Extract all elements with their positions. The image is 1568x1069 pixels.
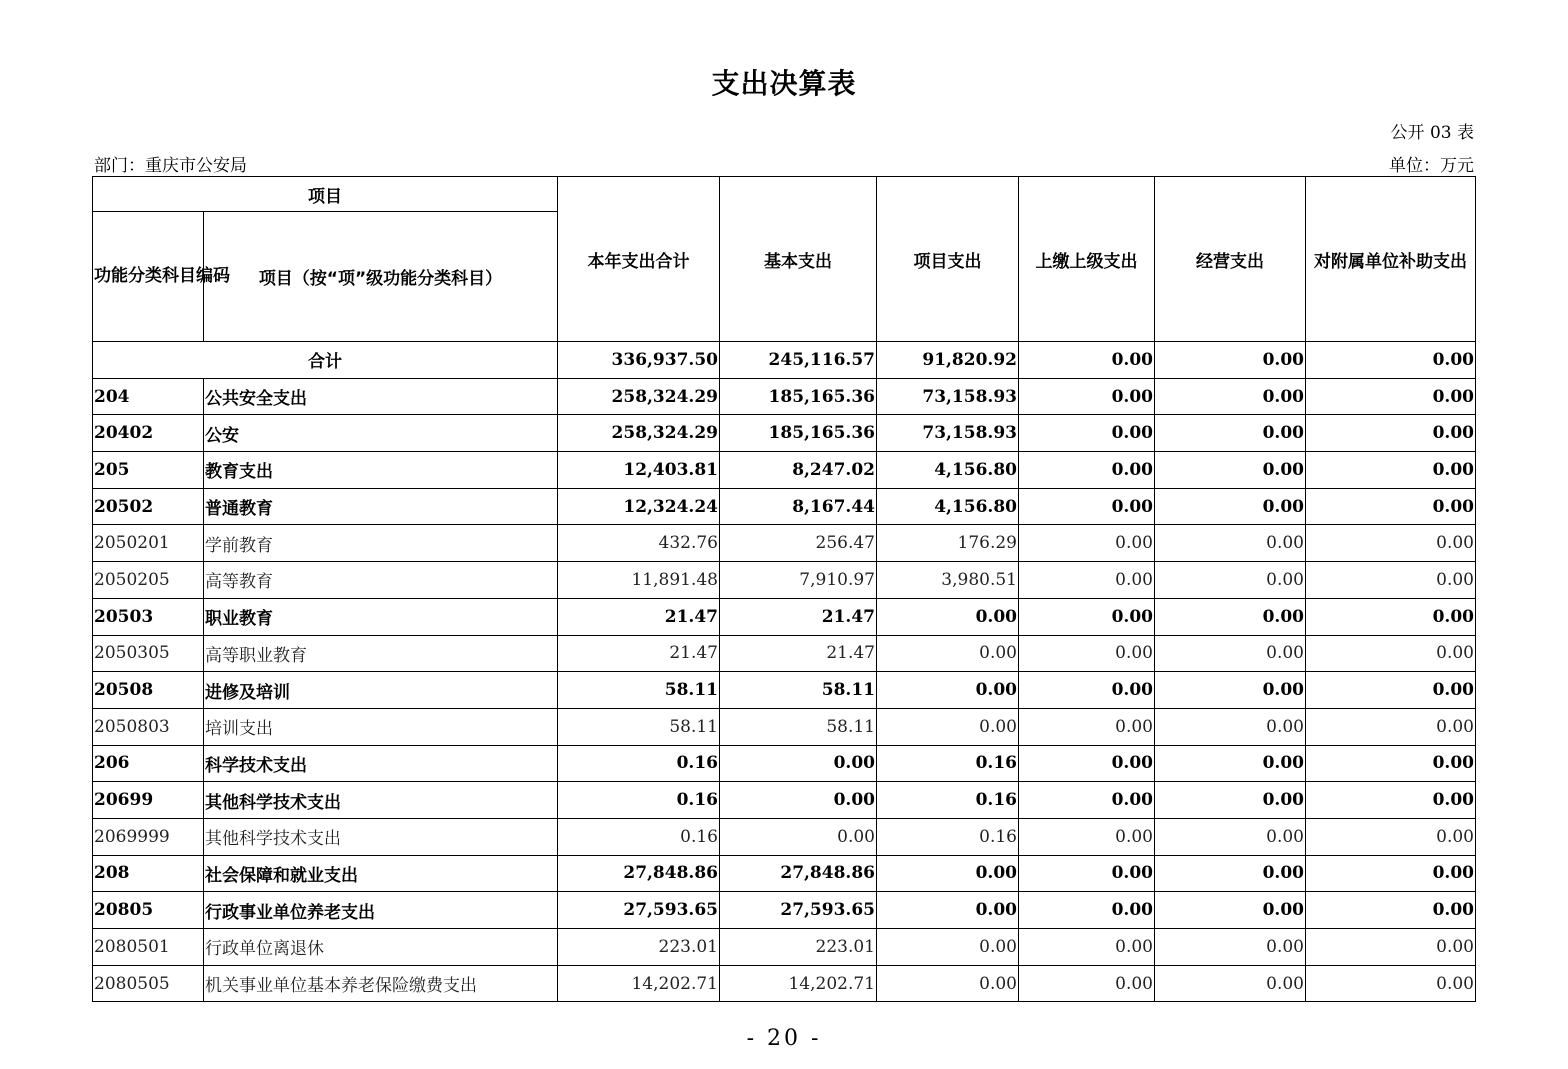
table-row	[93, 635, 1476, 672]
row-value: 0.00	[1019, 818, 1155, 855]
row-name: 普通教育	[204, 488, 558, 525]
row-code: 2080501	[93, 929, 204, 966]
row-value: 4,156.80	[877, 452, 1019, 489]
table-row	[93, 415, 1476, 452]
row-value: 0.00	[1019, 452, 1155, 489]
row-name: 教育支出	[204, 452, 558, 489]
header-code: 功能分类科目编码	[93, 212, 204, 342]
row-value: 14,202.71	[558, 965, 720, 1002]
row-value: 0.00	[1019, 929, 1155, 966]
row-value: 0.00	[1019, 488, 1155, 525]
form-number: 公开 03 表	[1390, 123, 1474, 143]
row-value: 0.00	[1019, 562, 1155, 599]
row-value: 0.00	[877, 892, 1019, 929]
total-row	[93, 342, 1476, 379]
row-value: 0.00	[1019, 415, 1155, 452]
row-value: 0.00	[1019, 892, 1155, 929]
row-value: 14,202.71	[720, 965, 877, 1002]
table-row	[93, 562, 1476, 599]
total-cell: 245,116.57	[720, 342, 877, 379]
header-total: 本年支出合计	[558, 177, 720, 342]
table-row	[93, 892, 1476, 929]
row-value: 256.47	[720, 525, 877, 562]
row-code: 20503	[93, 598, 204, 635]
row-value: 27,848.86	[720, 855, 877, 892]
row-code: 20805	[93, 892, 204, 929]
row-value: 21.47	[720, 635, 877, 672]
row-name: 职业教育	[204, 598, 558, 635]
row-value: 223.01	[558, 929, 720, 966]
row-value: 0.00	[1306, 598, 1476, 635]
row-value: 0.00	[1019, 745, 1155, 782]
row-value: 27,848.86	[558, 855, 720, 892]
header-upper: 上缴上级支出	[1019, 177, 1155, 342]
row-value: 223.01	[720, 929, 877, 966]
row-code: 20402	[93, 415, 204, 452]
department-label: 部门：重庆市公安局	[94, 156, 247, 176]
row-value: 73,158.93	[877, 378, 1019, 415]
table-row	[93, 378, 1476, 415]
row-value: 0.00	[1155, 782, 1306, 819]
row-code: 204	[93, 378, 204, 415]
row-code: 208	[93, 855, 204, 892]
row-value: 0.00	[1019, 635, 1155, 672]
table-row	[93, 965, 1476, 1002]
expenditure-table	[92, 176, 1476, 1002]
row-value: 0.00	[1306, 635, 1476, 672]
row-value: 0.16	[877, 782, 1019, 819]
total-label: 合计	[93, 342, 558, 379]
table-row	[93, 488, 1476, 525]
row-value: 0.16	[558, 782, 720, 819]
table-row	[93, 452, 1476, 489]
row-value: 0.00	[1155, 635, 1306, 672]
row-value: 0.00	[720, 745, 877, 782]
row-value: 0.00	[1306, 488, 1476, 525]
row-name: 高等教育	[204, 562, 558, 599]
row-code: 20508	[93, 672, 204, 709]
row-name: 公共安全支出	[204, 378, 558, 415]
row-value: 0.00	[1155, 415, 1306, 452]
row-value: 3,980.51	[877, 562, 1019, 599]
row-value: 0.00	[1306, 708, 1476, 745]
header-project-group: 项目	[93, 177, 558, 212]
table-row	[93, 525, 1476, 562]
row-value: 0.00	[1306, 415, 1476, 452]
row-value: 0.00	[1306, 929, 1476, 966]
row-value: 0.16	[877, 745, 1019, 782]
table-row	[93, 818, 1476, 855]
row-value: 0.00	[1155, 818, 1306, 855]
row-value: 0.16	[558, 745, 720, 782]
row-value: 0.00	[1155, 708, 1306, 745]
row-value: 0.00	[1019, 598, 1155, 635]
row-name: 培训支出	[204, 708, 558, 745]
row-name: 机关事业单位基本养老保险缴费支出	[204, 965, 558, 1002]
row-code: 2050201	[93, 525, 204, 562]
row-code: 2050305	[93, 635, 204, 672]
row-value: 185,165.36	[720, 378, 877, 415]
row-code: 206	[93, 745, 204, 782]
row-code: 2069999	[93, 818, 204, 855]
table-row	[93, 929, 1476, 966]
row-name: 其他科学技术支出	[204, 818, 558, 855]
total-cell: 91,820.92	[877, 342, 1019, 379]
row-value: 0.00	[1155, 892, 1306, 929]
total-cell: 0.00	[1306, 342, 1476, 379]
row-value: 0.00	[1306, 965, 1476, 1002]
table-row	[93, 672, 1476, 709]
row-value: 0.00	[1155, 855, 1306, 892]
row-value: 0.00	[1306, 745, 1476, 782]
row-value: 0.00	[877, 965, 1019, 1002]
row-name: 高等职业教育	[204, 635, 558, 672]
row-value: 0.00	[877, 855, 1019, 892]
row-value: 0.00	[1306, 672, 1476, 709]
row-value: 0.00	[1155, 562, 1306, 599]
row-value: 58.11	[720, 672, 877, 709]
row-value: 0.00	[720, 818, 877, 855]
row-value: 0.00	[1306, 525, 1476, 562]
row-value: 0.00	[877, 708, 1019, 745]
row-value: 12,324.24	[558, 488, 720, 525]
row-name: 公安	[204, 415, 558, 452]
row-value: 0.00	[1019, 672, 1155, 709]
row-value: 0.00	[1306, 818, 1476, 855]
row-value: 0.00	[877, 598, 1019, 635]
row-value: 0.00	[1019, 525, 1155, 562]
row-value: 12,403.81	[558, 452, 720, 489]
header-project: 项目支出	[877, 177, 1019, 342]
row-value: 0.00	[1019, 782, 1155, 819]
row-code: 2050205	[93, 562, 204, 599]
row-code: 2080505	[93, 965, 204, 1002]
row-value: 0.00	[1155, 929, 1306, 966]
row-value: 0.00	[1155, 488, 1306, 525]
row-value: 0.00	[1306, 892, 1476, 929]
row-value: 0.00	[877, 672, 1019, 709]
row-value: 21.47	[558, 598, 720, 635]
row-value: 0.00	[1019, 378, 1155, 415]
row-value: 0.00	[1155, 745, 1306, 782]
row-value: 27,593.65	[558, 892, 720, 929]
row-name: 其他科学技术支出	[204, 782, 558, 819]
row-code: 2050803	[93, 708, 204, 745]
row-value: 58.11	[558, 708, 720, 745]
table-row	[93, 598, 1476, 635]
row-value: 0.00	[720, 782, 877, 819]
row-name: 进修及培训	[204, 672, 558, 709]
row-value: 21.47	[720, 598, 877, 635]
row-value: 11,891.48	[558, 562, 720, 599]
header-business: 经营支出	[1155, 177, 1306, 342]
table-row	[93, 708, 1476, 745]
row-value: 0.00	[1306, 562, 1476, 599]
total-cell: 0.00	[1155, 342, 1306, 379]
row-name: 行政事业单位养老支出	[204, 892, 558, 929]
header-basic: 基本支出	[720, 177, 877, 342]
row-value: 185,165.36	[720, 415, 877, 452]
row-value: 7,910.97	[720, 562, 877, 599]
row-value: 0.00	[1155, 672, 1306, 709]
unit-label: 单位：万元	[1389, 156, 1474, 176]
row-value: 0.16	[558, 818, 720, 855]
row-value: 4,156.80	[877, 488, 1019, 525]
row-value: 0.00	[877, 929, 1019, 966]
row-code: 205	[93, 452, 204, 489]
header-subsidy: 对附属单位补助支出	[1306, 177, 1476, 342]
row-value: 0.00	[1019, 855, 1155, 892]
row-value: 58.11	[558, 672, 720, 709]
row-value: 73,158.93	[877, 415, 1019, 452]
row-name: 学前教育	[204, 525, 558, 562]
row-value: 0.16	[877, 818, 1019, 855]
row-value: 0.00	[1306, 855, 1476, 892]
row-value: 0.00	[1155, 598, 1306, 635]
document-title: 支出决算表	[711, 67, 857, 100]
row-value: 8,167.44	[720, 488, 877, 525]
row-name: 科学技术支出	[204, 745, 558, 782]
table-row	[93, 855, 1476, 892]
row-value: 58.11	[720, 708, 877, 745]
row-value: 0.00	[1155, 452, 1306, 489]
table-row	[93, 745, 1476, 782]
row-value: 8,247.02	[720, 452, 877, 489]
row-value: 0.00	[1155, 525, 1306, 562]
row-value: 27,593.65	[720, 892, 877, 929]
row-value: 258,324.29	[558, 415, 720, 452]
row-value: 0.00	[877, 635, 1019, 672]
row-value: 0.00	[1019, 708, 1155, 745]
row-value: 0.00	[1155, 378, 1306, 415]
row-value: 0.00	[1306, 452, 1476, 489]
table-row	[93, 782, 1476, 819]
page-number: - 20 -	[746, 1026, 822, 1051]
header-name: 项目（按“项”级功能分类科目）	[204, 212, 558, 342]
row-value: 0.00	[1155, 965, 1306, 1002]
total-cell: 336,937.50	[558, 342, 720, 379]
row-name: 行政单位离退休	[204, 929, 558, 966]
row-value: 176.29	[877, 525, 1019, 562]
row-value: 0.00	[1019, 965, 1155, 1002]
row-value: 21.47	[558, 635, 720, 672]
row-name: 社会保障和就业支出	[204, 855, 558, 892]
row-code: 20502	[93, 488, 204, 525]
row-code: 20699	[93, 782, 204, 819]
row-value: 258,324.29	[558, 378, 720, 415]
row-value: 0.00	[1306, 782, 1476, 819]
row-value: 0.00	[1306, 378, 1476, 415]
total-cell: 0.00	[1019, 342, 1155, 379]
row-value: 432.76	[558, 525, 720, 562]
